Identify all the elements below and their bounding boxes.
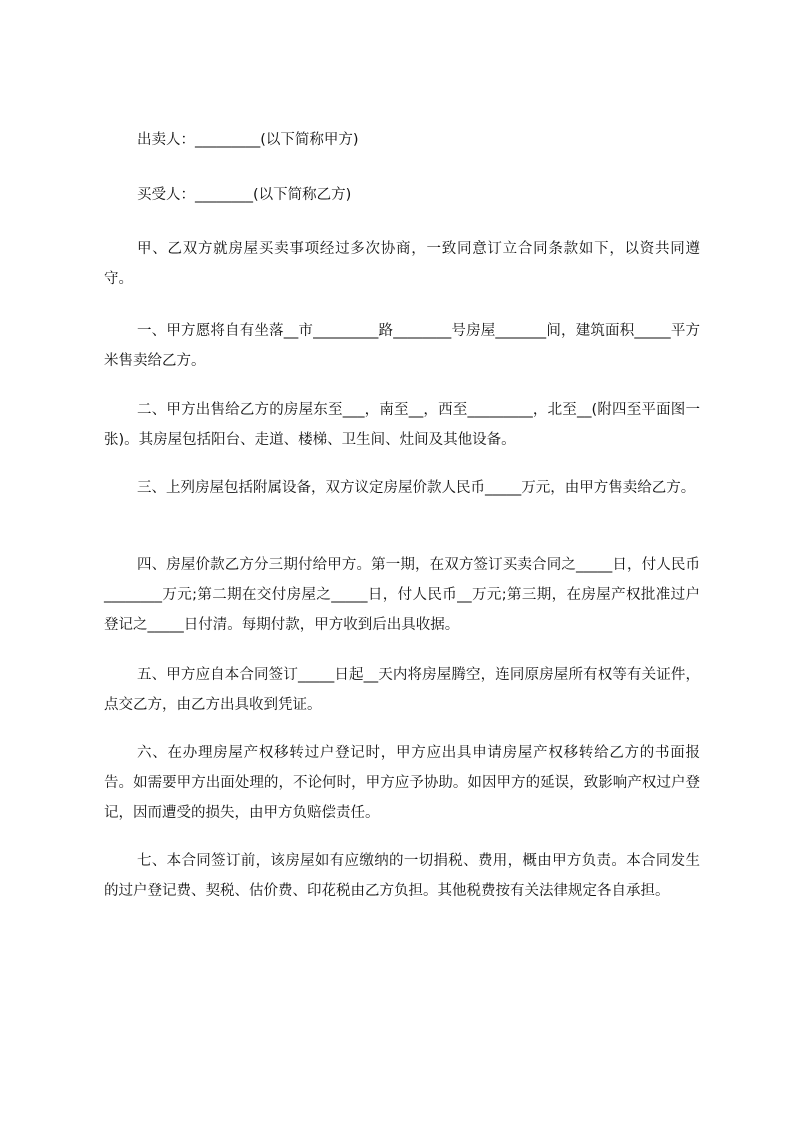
clause-4: 四、房屋价款乙方分三期付给甲方。第一期，在双方签订买卖合同之_____日，付人民币________万元;第二期在交付房屋之_____日，付人民币__万元;第三期，在房屋产权批准过户登记之_____日付清。每期付款，甲方收到后出具收据。 (104, 557, 700, 633)
clause-2: 二、甲方出售给乙方的房屋东至___，南至__，西至_________，北至__(附四至平面图一张)。其房屋包括阳台、走道、楼梯、卫生间、灶间及其他设备。 (104, 402, 700, 448)
clause-6: 六、在办理房屋产权移转过户登记时，甲方应出具申请房屋产权移转给乙方的书面报告。如需要甲方出面处理的，不论何时，甲方应予协助。如因甲方的延误，致影响产权过户登记，因而遭受的损失，由甲方负赔偿责任。 (104, 745, 700, 821)
clause-1: 一、甲方愿将自有坐落__市_________路________号房屋_______间，建筑面积_____平方米售卖给乙方。 (104, 323, 700, 369)
buyer-line: 买受人：________(以下简称乙方) (137, 187, 352, 203)
seller-line: 出卖人：_________(以下简称甲方) (137, 132, 359, 148)
clause-3: 三、上列房屋包括附属设备，双方议定房屋价款人民币_____万元，由甲方售卖给乙方。 (137, 480, 696, 496)
clause-5: 五、甲方应自本合同签订_____日起__天内将房屋腾空，连同原房屋所有权等有关证件，点交乙方，由乙方出具收到凭证。 (104, 667, 700, 713)
intro-paragraph: 甲、乙双方就房屋买卖事项经过多次协商，一致同意订立合同条款如下，以资共同遵守。 (104, 241, 700, 287)
clause-7: 七、本合同签订前，该房屋如有应缴纳的一切捐税、费用，概由甲方负责。本合同发生的过户登记费、契税、估价费、印花税由乙方负担。其他税费按有关法律规定各自承担。 (104, 853, 700, 899)
